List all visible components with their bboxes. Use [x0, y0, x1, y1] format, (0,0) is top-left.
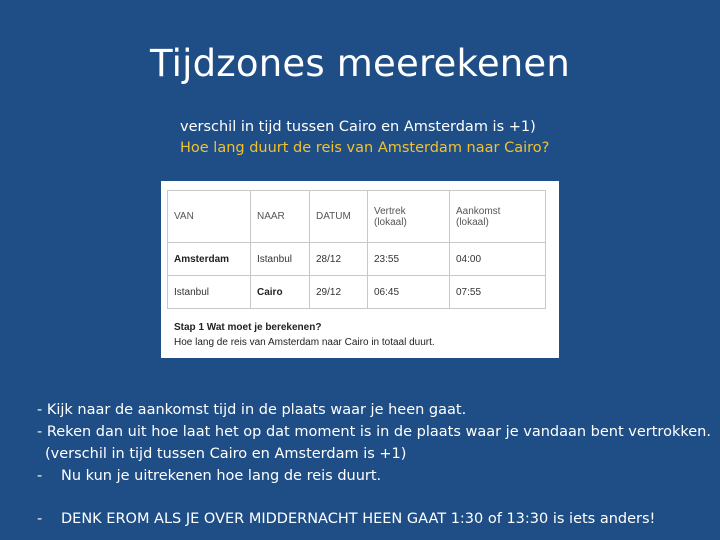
slide-title: Tijdzones meerekenen — [149, 42, 571, 85]
cell-aankomst: 07:55 — [450, 276, 546, 309]
header-datum: DATUM — [310, 191, 368, 243]
header-aankomst-sub: (lokaal) — [456, 216, 489, 228]
header-aankomst-label: Aankomst — [456, 205, 501, 217]
header-van: VAN — [168, 191, 251, 243]
instruction-item — [37, 465, 711, 487]
header-vertrek — [368, 191, 450, 243]
bullet-dash: - — [37, 468, 43, 484]
cell-naar: Istanbul — [251, 243, 310, 276]
flight-table — [167, 190, 546, 309]
instruction-note: (verschil in tijd tussen Cairo en Amsterdam is +1) — [45, 446, 407, 462]
step-text: Hoe lang de reis van Amsterdam naar Cairo in totaal duurt. — [174, 337, 435, 348]
header-aankomst — [450, 191, 546, 243]
instruction-item: - Reken dan uit hoe laat het op dat moment is in de plaats waar je vandaan bent vertrokken. — [37, 424, 711, 440]
instruction-list — [37, 399, 711, 487]
table-row — [168, 243, 546, 276]
cell-datum: 29/12 — [310, 276, 368, 309]
intro-question: Hoe lang duurt de reis van Amsterdam naar Cairo? — [180, 140, 550, 156]
midnight-warning — [37, 508, 655, 530]
cell-vertrek: 06:45 — [368, 276, 450, 309]
instruction-text: Nu kun je uitrekenen hoe lang de reis duurt. — [61, 468, 382, 484]
cell-datum: 28/12 — [310, 243, 368, 276]
cell-van: Amsterdam — [168, 243, 251, 276]
warning-text: DENK EROM ALS JE OVER MIDDERNACHT HEEN GAAT 1:30 of 13:30 is iets anders! — [61, 511, 656, 527]
table-header-row — [168, 191, 546, 243]
instruction-item: - Kijk naar de aankomst tijd in de plaats waar je heen gaat. — [37, 402, 467, 418]
intro-block — [180, 117, 549, 159]
cell-van: Istanbul — [168, 276, 251, 309]
table-row — [168, 276, 546, 309]
intro-time-difference: verschil in tijd tussen Cairo en Amsterdam is +1) — [180, 119, 536, 135]
header-vertrek-sub: (lokaal) — [374, 216, 407, 228]
step-block — [174, 320, 435, 350]
flight-schedule-image — [161, 181, 559, 358]
cell-naar: Cairo — [251, 276, 310, 309]
header-naar: NAAR — [251, 191, 310, 243]
header-vertrek-label: Vertrek — [374, 205, 406, 217]
bullet-dash: - — [37, 511, 43, 527]
step-heading: Stap 1 Wat moet je berekenen? — [174, 322, 322, 333]
cell-vertrek: 23:55 — [368, 243, 450, 276]
cell-aankomst: 04:00 — [450, 243, 546, 276]
